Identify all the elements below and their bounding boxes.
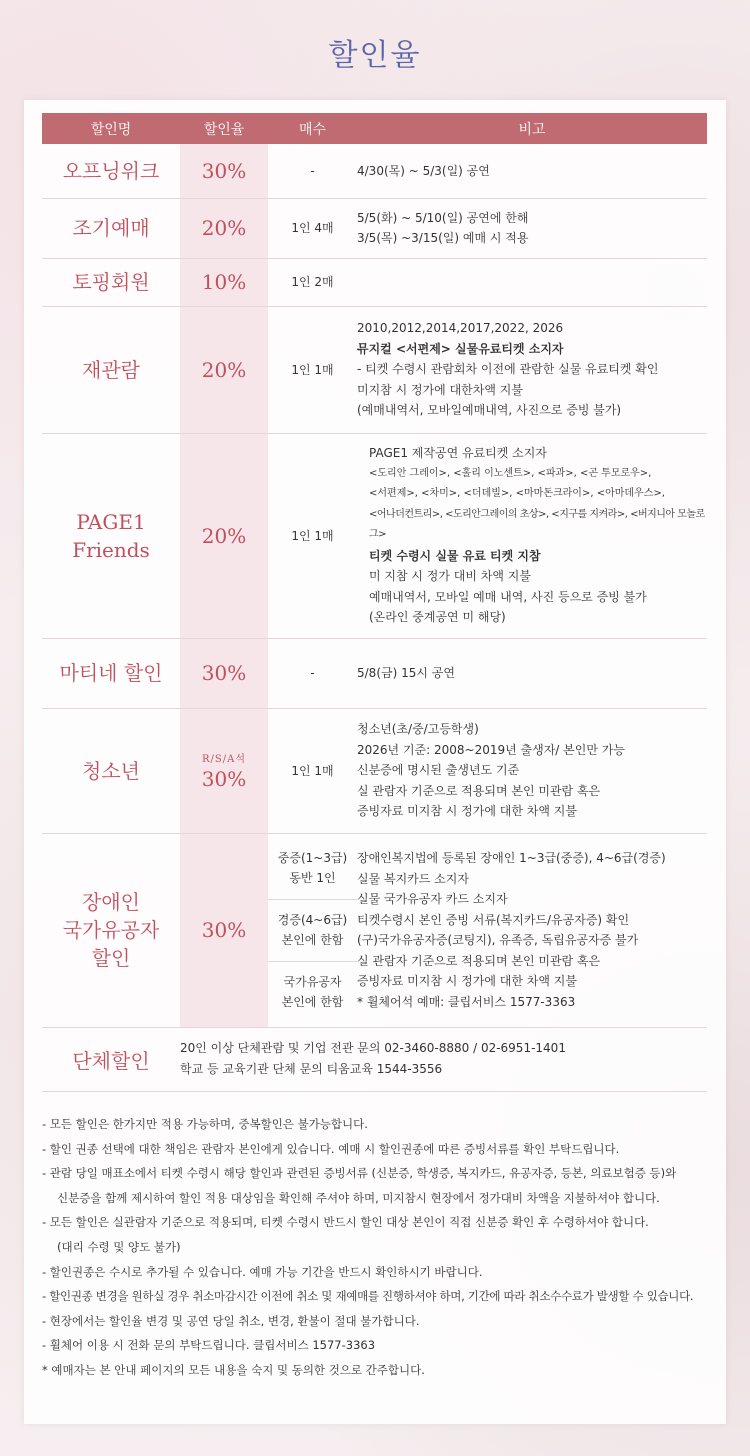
ticket-limit: - — [268, 144, 357, 198]
table-row — [42, 708, 707, 833]
discount-notes: 장애인복지법에 등록된 장애인 1~3급(중증), 4~6급(경증) 실물 복지카드 소지자 실물 국가유공자 카드 소지자 티켓수령시 본인 증빙 서류(복지카드/유공자증) 확인 (구)국가유공자증(코팅지), 유족증, 독립유공자증 불가 실 관람자 기준으로 적용되며 본인 미관람 혹은 증빙자료 미지참 시 정가에 대한 차액 지불 * 휠체어석 예매: 클립서비스 1577-3363 — [357, 833, 707, 1027]
table-header-row — [42, 113, 707, 144]
notice-item: - 관람 당일 매표소에서 티켓 수령시 해당 할인과 관련된 증빙서류 (신분증, 학생증, 복지카드, 유공자증, 등본, 의료보험증 등)와 — [42, 1166, 677, 1181]
discount-name: 오프닝위크 — [42, 144, 180, 198]
discount-notes: 5/5(화) ~ 5/10(일) 공연에 한해 3/5(목) ~3/15(일) 예매 시 적용 — [357, 198, 707, 258]
table-row — [42, 198, 707, 258]
header-notes: 비고 — [357, 113, 707, 144]
seat-grade-label: R/S/A석 — [202, 754, 246, 765]
ticket-limit: 1인 1매 — [268, 306, 357, 433]
notice-item: - 할인권종 변경을 원하실 경우 취소마감시간 이전에 취소 및 재예매를 진행하셔야 하며, 기간에 따라 취소수수료가 발생할 수 있습니다. — [42, 1289, 694, 1304]
discount-rate: 30% — [180, 638, 268, 708]
discount-name: 조기예매 — [42, 198, 180, 258]
discount-card — [24, 100, 726, 1424]
notice-item: - 할인권종은 수시로 추가될 수 있습니다. 예매 가능 기간을 반드시 확인하시기 바랍니다. — [42, 1264, 483, 1279]
page-title: 할인율 — [328, 38, 422, 73]
notice-item: - 휠체어 이용 시 전화 문의 부탁드립니다. 클립서비스 1577-3363 — [42, 1338, 376, 1353]
ticket-limit: 1인 1매 — [268, 708, 357, 833]
notice-list — [42, 1112, 712, 1383]
discount-name: 마티네 할인 — [42, 638, 180, 708]
discount-rate: 20% — [180, 433, 268, 638]
ticket-limit: 경증(4~6급) 본인에 한함 — [268, 899, 357, 961]
group-discount-row — [42, 1027, 707, 1091]
discount-notes: 청소년(초/중/고등학생) 2026년 기준: 2008~2019년 출생자/ 본인만 가능 신분증에 명시된 출생년도 기준 실 관람자 기준으로 적용되며 본인 미관람 혹은 증빙자료 미지참 시 정가에 대한 차액 지불 — [357, 708, 707, 833]
group-discount-notes: 20인 이상 단체관람 및 기업 전관 문의 02-3460-8880 / 02-6951-1401 학교 등 교육기관 단체 문의 티움교육 1544-3556 — [180, 1027, 707, 1091]
ticket-limit: - — [268, 638, 357, 708]
notice-item: - 모든 할인은 실관람자 기준으로 적용되며, 티켓 수령시 반드시 할인 대상 본인이 직접 신분증 확인 후 수령하셔야 합니다. — [42, 1215, 649, 1230]
discount-rate: 30% — [180, 833, 268, 1027]
header-count: 매수 — [268, 113, 357, 144]
discount-notes: 4/30(목) ~ 5/3(일) 공연 — [357, 144, 707, 198]
ticket-limit: 1인 1매 — [268, 433, 357, 638]
ticket-limit: 국가유공자 본인에 한함 — [268, 961, 357, 1023]
table-row — [42, 833, 707, 1027]
discount-rate: 20% — [180, 306, 268, 433]
discount-notes — [357, 258, 707, 306]
ticket-limit: 중증(1~3급) 동반 1인 — [277, 851, 348, 885]
discount-rate: 20% — [180, 198, 268, 258]
discount-rate: R/S/A석 30% — [180, 708, 268, 833]
discount-notes: 5/8(금) 15시 공연 — [357, 638, 707, 708]
discount-rate: 10% — [180, 258, 268, 306]
table-row — [42, 306, 707, 433]
table-row — [42, 258, 707, 306]
discount-name: 재관람 — [42, 306, 180, 433]
discount-name: 토핑회원 — [42, 258, 180, 306]
notice-item: 신분증을 함께 제시하여 할인 적용 대상임을 확인해 주셔야 하며, 미지참시 현장에서 정가대비 차액을 지불하셔야 합니다. — [57, 1190, 660, 1205]
discount-name: 청소년 — [42, 708, 180, 833]
ticket-limit: 1인 2매 — [268, 258, 357, 306]
notice-item: - 할인 권종 선택에 대한 책임은 관람자 본인에게 있습니다. 예매 시 할인권종에 따른 증빙서류를 확인 부탁드립니다. — [42, 1141, 620, 1156]
ticket-limit-group — [268, 833, 357, 1027]
table-row — [42, 144, 707, 198]
notice-item: * 예매자는 본 안내 페이지의 모든 내용을 숙지 및 동의한 것으로 간주합니다. — [42, 1362, 425, 1377]
header-name: 할인명 — [42, 113, 180, 144]
notice-item: - 모든 할인은 한가지만 적용 가능하며, 중복할인은 불가능합니다. — [42, 1117, 368, 1131]
discount-notes: 2010,2012,2014,2017,2022, 2026 뮤지컬 <서편제> 실물유료티켓 소지자 - 티켓 수령시 관람회차 이전에 관람한 실물 유료티켓 확인 미지참 시 정가에 대한차액 지불 (예매내역서, 모바일예매내역, 사진으로 증빙 불가) — [357, 306, 707, 433]
discount-name: 장애인 국가유공자 할인 — [42, 833, 180, 1027]
header-rate: 할인율 — [180, 113, 268, 144]
discount-rate: 30% — [180, 144, 268, 198]
ticket-limit: 1인 4매 — [268, 198, 357, 258]
group-discount-name: 단체할인 — [42, 1027, 180, 1091]
discount-name: PAGE1 Friends — [42, 433, 180, 638]
discount-notes: PAGE1 제작공연 유료티켓 소지자 <도리안 그레이>, <홀리 이노센트>, <파과>, <곤 투모로우>, <서편제>, <차미>, <더데빌>, <마마돈크라이>, <아마데우스>, <어나더컨트리>, <도리안그레이의 초상>, <지구를 지켜라>, <버지니아 모놀로그> 티켓 수령시 실물 유료 티켓 지참 미 지참 시 정가 대비 차액 지불 예매내역서, 모바일 예매 내역, 사진 등으로 증빙 불가 (온라인 중계공연 미 해당) — [357, 433, 707, 638]
discount-table — [42, 113, 707, 1092]
table-row — [42, 638, 707, 708]
table-row — [42, 433, 707, 638]
notice-item: - 현장에서는 할인율 변경 및 공연 당일 취소, 변경, 환불이 절대 불가합니다. — [42, 1313, 420, 1328]
notice-item: (대리 수령 및 양도 불가) — [57, 1239, 181, 1254]
